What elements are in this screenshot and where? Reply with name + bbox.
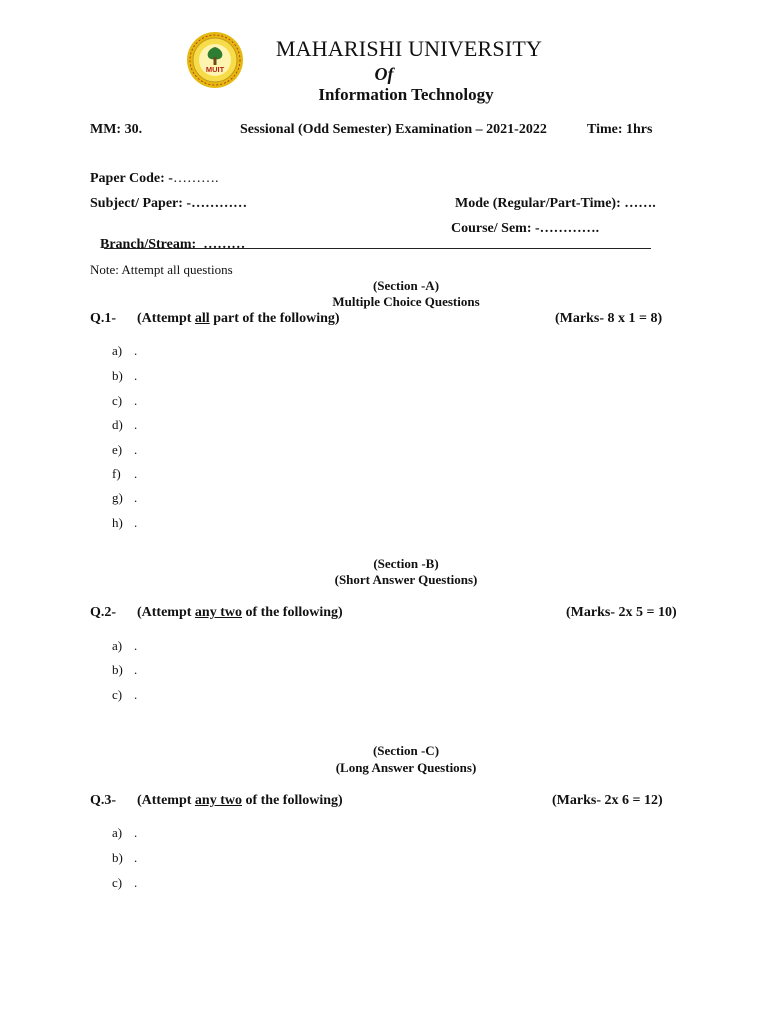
- q1-option-text: .: [134, 368, 138, 383]
- paper-code-value: ……….: [172, 171, 219, 186]
- seal-text: MUIT: [205, 65, 225, 74]
- course-label: Course/ Sem: -: [451, 221, 540, 236]
- section-c-title: (Section -C): [372, 743, 440, 758]
- q1-option-text: .: [134, 393, 138, 408]
- q1-option-text: .: [134, 442, 138, 457]
- max-marks: MM: 30.: [90, 122, 143, 137]
- section-a-subtitle: Multiple Choice Questions: [332, 294, 480, 309]
- header-divider: [104, 248, 651, 249]
- section-c-subtitle: (Long Answer Questions): [335, 760, 477, 775]
- paper-code-field: [90, 171, 218, 187]
- instruction-text: part of the following): [209, 311, 340, 326]
- q1-option-letter: f): [112, 466, 121, 481]
- q2-option-letter: a): [112, 638, 123, 653]
- q1-option-text: .: [134, 515, 138, 530]
- q2-option-text: .: [134, 662, 138, 677]
- subject-field: [90, 196, 247, 212]
- subject-value: …………: [191, 196, 248, 211]
- q2-option-letter: c): [112, 687, 123, 702]
- question-3-number: Q.3-: [90, 793, 117, 808]
- q1-option-letter: a): [112, 343, 123, 358]
- question-1-instruction: [137, 311, 340, 327]
- section-b-subtitle: (Short Answer Questions): [334, 572, 478, 587]
- university-of: Of: [374, 64, 394, 84]
- instruction-text: (Attempt: [137, 793, 195, 808]
- q1-option-letter: e): [112, 442, 123, 457]
- q3-option-letter: a): [112, 825, 123, 840]
- question-2-instruction: [137, 605, 343, 621]
- instruction-text: of the following): [241, 793, 343, 808]
- q1-option-text: .: [134, 343, 138, 358]
- instruction-emphasis: all: [194, 311, 210, 326]
- question-2-number: Q.2-: [90, 605, 117, 620]
- question-2-marks: (Marks- 2x 5 = 10): [566, 605, 677, 620]
- department-name: Information Technology: [318, 85, 494, 104]
- instruction-emphasis: any two: [194, 605, 242, 620]
- q3-option-text: .: [134, 825, 138, 840]
- course-value: ………….: [539, 221, 600, 236]
- question-1-number: Q.1-: [90, 311, 117, 326]
- q3-option-text: .: [134, 850, 138, 865]
- q1-option-letter: h): [112, 515, 123, 530]
- mode-field: [455, 196, 656, 212]
- question-3-instruction: [137, 793, 343, 809]
- q2-option-text: .: [134, 687, 138, 702]
- q2-option-text: .: [134, 638, 138, 653]
- q3-option-letter: b): [112, 850, 123, 865]
- branch-label: Branch/Stream:: [100, 237, 204, 252]
- note: Note: Attempt all questions: [90, 262, 233, 277]
- q1-option-letter: c): [112, 393, 123, 408]
- mode-value: …….: [624, 196, 656, 211]
- question-3-marks: (Marks- 2x 6 = 12): [552, 793, 663, 808]
- branch-value: ………: [203, 237, 246, 252]
- q2-option-letter: b): [112, 662, 123, 677]
- q1-option-text: .: [134, 490, 138, 505]
- section-a-title: (Section -A): [372, 278, 440, 293]
- instruction-text: (Attempt: [137, 605, 195, 620]
- instruction-text: (Attempt: [137, 311, 195, 326]
- mode-label: Mode (Regular/Part-Time):: [455, 196, 625, 211]
- section-b-title: (Section -B): [373, 556, 439, 571]
- q1-option-letter: d): [112, 417, 123, 432]
- q3-option-text: .: [134, 875, 138, 890]
- q1-option-text: .: [134, 466, 138, 481]
- exam-title: Sessional (Odd Semester) Examination – 2021-2022: [240, 122, 547, 137]
- subject-label: Subject/ Paper: -: [90, 196, 192, 211]
- exam-time: Time: 1hrs: [587, 122, 653, 137]
- question-1-marks: (Marks- 8 x 1 = 8): [555, 311, 663, 326]
- q3-option-letter: c): [112, 875, 123, 890]
- q1-option-text: .: [134, 417, 138, 432]
- course-field: [451, 221, 599, 237]
- paper-code-label: Paper Code: -: [90, 171, 173, 186]
- instruction-emphasis: any two: [194, 793, 242, 808]
- q1-option-letter: b): [112, 368, 123, 383]
- q1-option-letter: g): [112, 490, 123, 505]
- instruction-text: of the following): [241, 605, 343, 620]
- university-name: MAHARISHI UNIVERSITY: [275, 36, 543, 61]
